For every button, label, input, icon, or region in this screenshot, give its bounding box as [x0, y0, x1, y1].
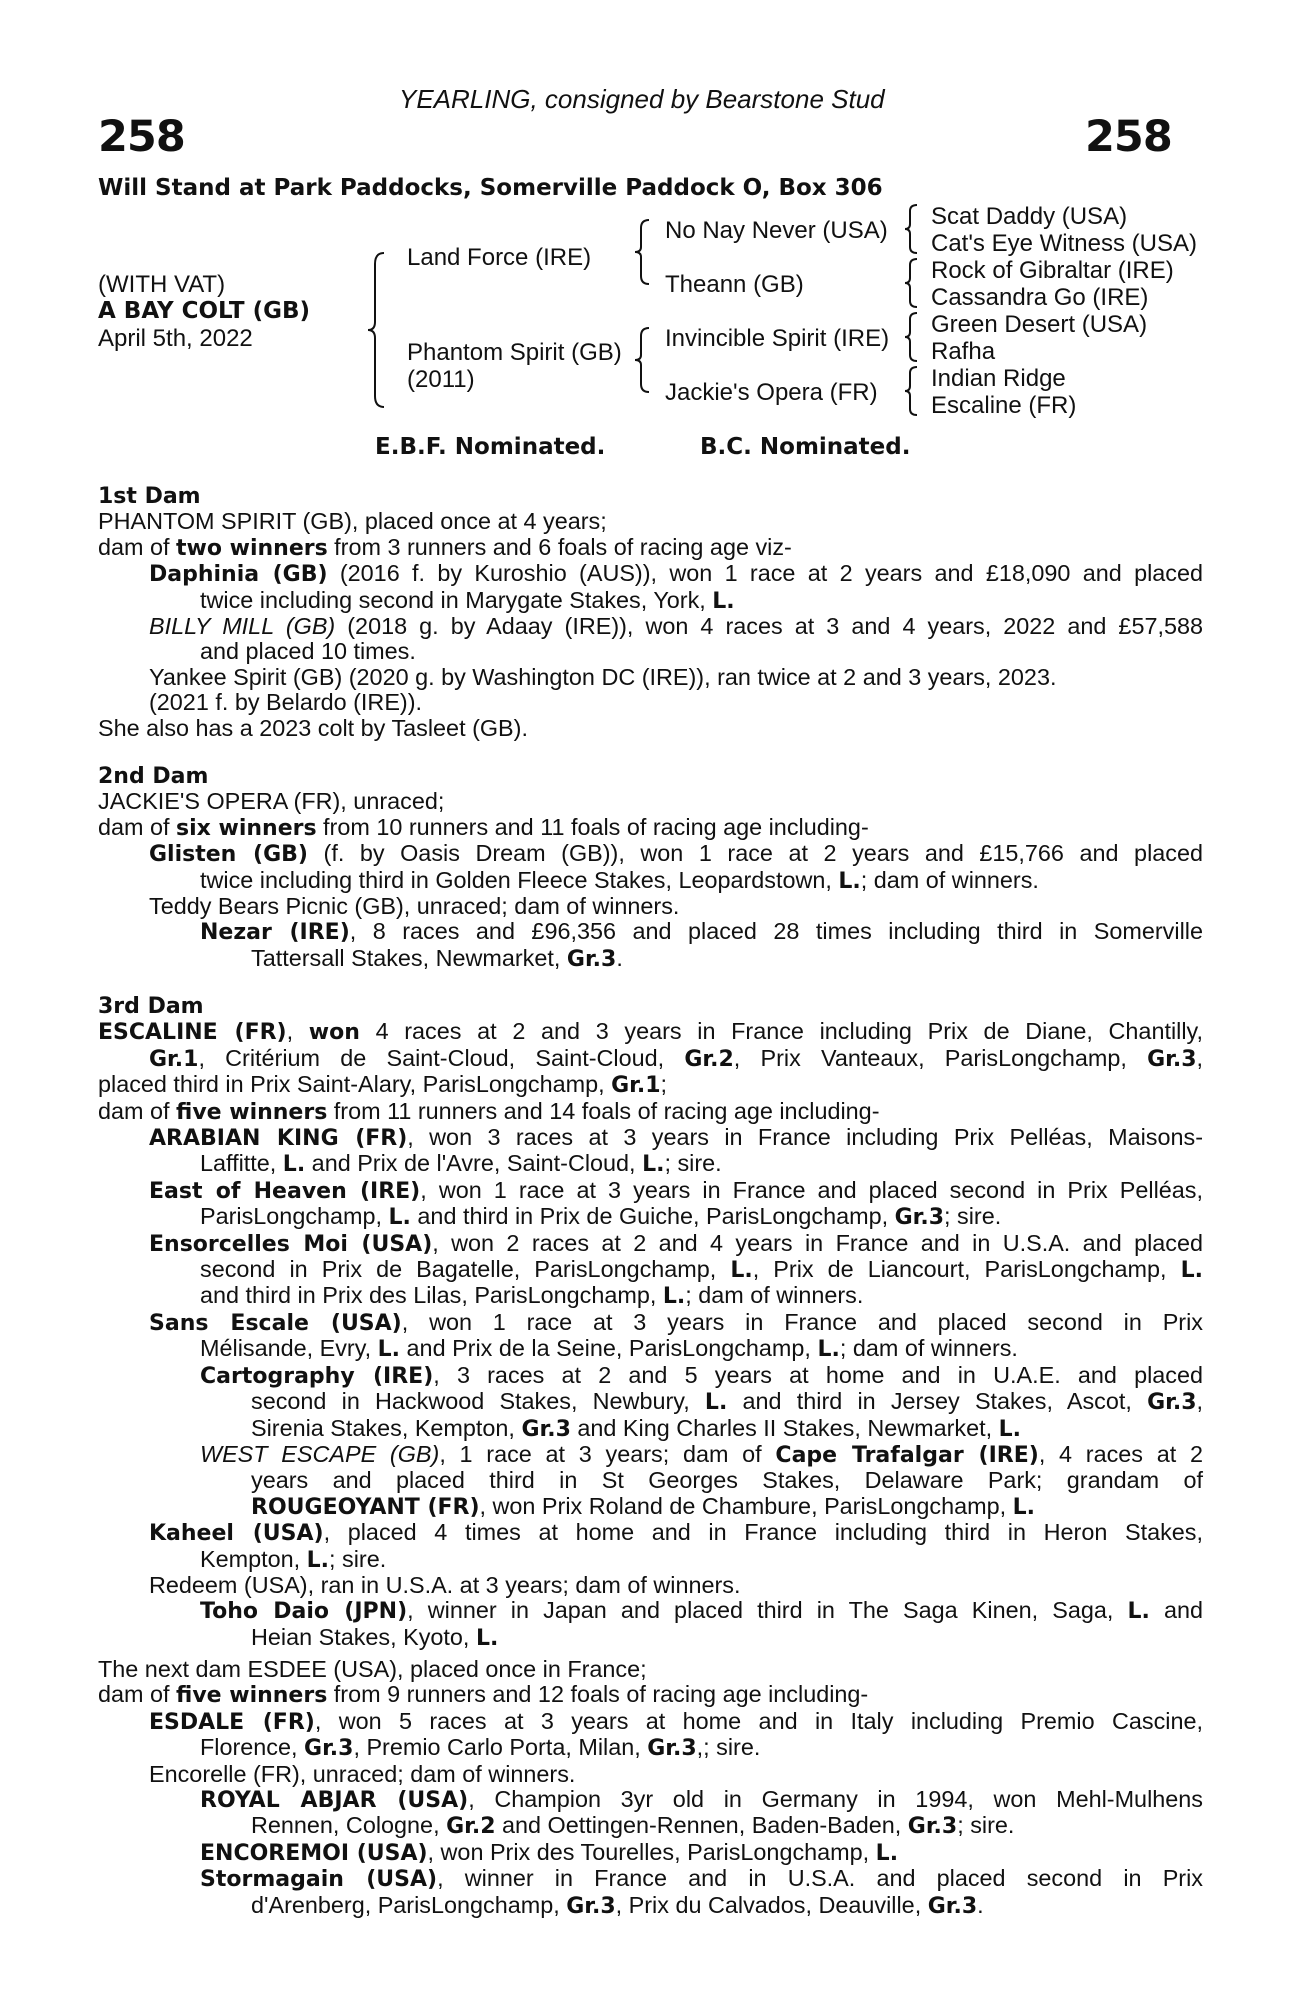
pedigree-dam-dam: Jackie's Opera (FR) — [665, 379, 878, 406]
third-dam-produce: dam of five winners from 11 runners and 14 foals of racing age including- — [98, 1097, 880, 1125]
produce-west-escape: WEST ESCAPE (GB), 1 race at 3 years; dam of Cape Trafalgar (IRE), 4 races at 2 — [200, 1440, 1203, 1468]
pedigree-brace-g4 — [903, 366, 921, 416]
pedigree-sire-sire: No Nay Never (USA) — [665, 217, 888, 244]
produce-ensorcelles-moi-cont2: and third in Prix des Lilas, ParisLongchamp, L.; dam of winners. — [200, 1282, 864, 1310]
third-dam-line3: placed third in Prix Saint-Alary, ParisLongchamp, Gr.1; — [98, 1071, 668, 1099]
first-dam-section — [98, 484, 1203, 741]
pedigree-brace-g1 — [903, 204, 921, 254]
second-dam-produce: dam of six winners from 10 runners and 11 foals of racing age including- — [98, 813, 869, 841]
ebf-nomination: E.B.F. Nominated. — [375, 434, 606, 460]
produce-arabian-king-cont: Laffitte, L. and Prix de l'Avre, Saint-Cloud, L.; sire. — [200, 1150, 722, 1178]
third-dam-line1: ESCALINE (FR), won 4 races at 2 and 3 years in France including Prix de Diane, Chantilly, — [98, 1018, 1204, 1046]
produce-cartography: Cartography (IRE), 3 races at 2 and 5 years at home and in U.A.E. and placed — [200, 1361, 1204, 1389]
pedigree-brace-main — [366, 252, 388, 408]
consignment-header: YEARLING, consigned by Bearstone Stud — [399, 84, 885, 114]
produce-ensorcelles-moi-cont1: second in Prix de Bagatelle, ParisLongchamp, L., Prix de Liancourt, ParisLongchamp, L. — [200, 1256, 1203, 1284]
produce-ensorcelles-moi: Ensorcelles Moi (USA), won 2 races at 2 and 4 years in France and in U.S.A. and placed — [149, 1229, 1204, 1257]
produce-yankee-spirit: Yankee Spirit (GB) (2020 g. by Washington DC (IRE)), ran twice at 2 and 3 years, 2023. — [149, 663, 1057, 690]
produce-glisten-cont: twice including third in Golden Fleece Stakes, Leopardstown, L.; dam of winners. — [200, 866, 1039, 894]
pedigree-g3-6: Rafha — [931, 338, 996, 365]
vat-note: (WITH VAT) — [98, 271, 226, 298]
bc-nomination: B.C. Nominated. — [700, 434, 911, 460]
stand-location: Will Stand at Park Paddocks, Somerville Paddock O, Box 306 — [98, 175, 883, 201]
produce-billy-mill-cont: and placed 10 times. — [200, 638, 416, 665]
pedigree-brace-sire — [633, 219, 653, 285]
produce-royal-abjar: ROYAL ABJAR (USA), Champion 3yr old in Germany in 1994, won Mehl-Mulhens — [200, 1786, 1203, 1814]
next-dam-section — [98, 1657, 1203, 1919]
produce-nezar: Nezar (IRE), 8 races and £96,356 and placed 28 times including third in Somerville — [200, 918, 1203, 946]
pedigree-g3-4: Cassandra Go (IRE) — [931, 284, 1149, 311]
produce-sans-escale: Sans Escale (USA), won 1 race at 3 years in France and placed second in Prix — [149, 1308, 1203, 1336]
pedigree-sire-dam: Theann (GB) — [665, 271, 804, 298]
lot-number-left: 258 — [98, 112, 185, 162]
produce-kaheel-cont: Kempton, L.; sire. — [200, 1545, 387, 1573]
produce-toho-daio: Toho Daio (JPN), winner in Japan and placed third in The Saga Kinen, Saga, L. and — [200, 1597, 1204, 1625]
lot-number-right: 258 — [1085, 112, 1172, 162]
pedigree-g3-1: Scat Daddy (USA) — [931, 203, 1128, 230]
produce-encoremoi: ENCOREMOI (USA), won Prix des Tourelles, ParisLongchamp, L. — [200, 1838, 899, 1866]
produce-daphinia: Daphinia (GB) (2016 f. by Kuroshio (AUS)), won 1 race at 2 years and £18,090 and placed — [149, 560, 1204, 588]
pedigree-dam: Phantom Spirit (GB) — [407, 339, 622, 366]
produce-esdale-cont: Florence, Gr.3, Premio Carlo Porta, Milan, Gr.3,; sire. — [200, 1734, 761, 1762]
pedigree-g3-5: Green Desert (USA) — [931, 311, 1148, 338]
second-dam-line: JACKIE'S OPERA (FR), unraced; — [98, 788, 445, 815]
produce-west-escape-cont1: years and placed third in St Georges Stakes, Delaware Park; grandam of — [251, 1467, 1203, 1494]
produce-stormagain: Stormagain (USA), winner in France and in U.S.A. and placed second in Prix — [200, 1865, 1203, 1893]
produce-cartography-cont2: Sirenia Stakes, Kempton, Gr.3 and King Charles II Stakes, Newmarket, L. — [251, 1414, 1021, 1442]
produce-stormagain-cont: d'Arenberg, ParisLongchamp, Gr.3, Prix du Calvados, Deauville, Gr.3. — [251, 1891, 984, 1919]
produce-toho-daio-cont: Heian Stakes, Kyoto, L. — [251, 1623, 499, 1651]
second-dam-section — [98, 764, 1203, 972]
produce-royal-abjar-cont: Rennen, Cologne, Gr.2 and Oettingen-Rennen, Baden-Baden, Gr.3; sire. — [251, 1812, 1015, 1840]
pedigree-dam-sire: Invincible Spirit (IRE) — [665, 325, 890, 352]
third-dam-section — [98, 994, 1203, 1651]
pedigree-g3-3: Rock of Gibraltar (IRE) — [931, 257, 1174, 284]
first-dam-produce: dam of two winners from 3 runners and 6 foals of racing age viz- — [98, 533, 792, 561]
pedigree-brace-g2 — [903, 258, 921, 308]
pedigree-g3-7: Indian Ridge — [931, 365, 1066, 392]
produce-kaheel: Kaheel (USA), placed 4 times at home and in France including third in Heron Stakes, — [149, 1519, 1203, 1547]
pedigree-brace-g3 — [903, 312, 921, 362]
produce-esdale: ESDALE (FR), won 5 races at 3 years at home and in Italy including Premio Cascine, — [149, 1707, 1203, 1735]
first-dam-heading: 1st Dam — [98, 484, 201, 509]
pedigree-g3-8: Escaline (FR) — [931, 392, 1077, 419]
produce-glisten: Glisten (GB) (f. by Oasis Dream (GB)), won 1 race at 2 years and £15,766 and placed — [149, 840, 1203, 868]
produce-teddy-bears-picnic: Teddy Bears Picnic (GB), unraced; dam of winners. — [149, 893, 680, 920]
produce-daphinia-cont: twice including second in Marygate Stakes, York, L. — [200, 586, 735, 614]
produce-arabian-king: ARABIAN KING (FR), won 3 races at 3 years in France including Prix Pelléas, Maisons- — [149, 1124, 1203, 1152]
produce-redeem: Redeem (USA), ran in U.S.A. at 3 years; dam of winners. — [149, 1571, 741, 1598]
produce-nezar-cont: Tattersall Stakes, Newmarket, Gr.3. — [251, 944, 623, 972]
pedigree-brace-dam — [633, 327, 653, 393]
next-dam-line: The next dam ESDEE (USA), placed once in France; — [98, 1656, 647, 1682]
pedigree-g3-2: Cat's Eye Witness (USA) — [931, 230, 1197, 257]
next-dam-produce: dam of five winners from 9 runners and 12 foals of racing age including- — [98, 1681, 869, 1709]
produce-east-of-heaven-cont: ParisLongchamp, L. and third in Prix de Guiche, ParisLongchamp, Gr.3; sire. — [200, 1203, 1002, 1231]
produce-encorelle: Encorelle (FR), unraced; dam of winners. — [149, 1760, 576, 1787]
first-dam-line: PHANTOM SPIRIT (GB), placed once at 4 years; — [98, 508, 607, 535]
produce-2021-filly: (2021 f. by Belardo (IRE)). — [149, 689, 423, 716]
pedigree-sire: Land Force (IRE) — [407, 244, 592, 271]
produce-east-of-heaven: East of Heaven (IRE), won 1 race at 3 years in France and placed second in Prix Pelléas, — [149, 1176, 1204, 1204]
produce-sans-escale-cont: Mélisande, Evry, L. and Prix de la Seine, ParisLongchamp, L.; dam of winners. — [200, 1335, 1018, 1363]
produce-billy-mill: BILLY MILL (GB) (2018 g. by Adaay (IRE)), won 4 races at 3 and 4 years, 2022 and £57,588 — [149, 613, 1203, 640]
produce-2023-colt: She also has a 2023 colt by Tasleet (GB). — [98, 714, 528, 741]
third-dam-line2: Gr.1, Critérium de Saint-Cloud, Saint-Cloud, Gr.2, Prix Vanteaux, ParisLongchamp, Gr.3, — [149, 1044, 1203, 1072]
foaling-date: April 5th, 2022 — [98, 325, 253, 352]
third-dam-heading: 3rd Dam — [98, 994, 204, 1019]
horse-name: A BAY COLT (GB) — [98, 298, 311, 324]
second-dam-heading: 2nd Dam — [98, 764, 209, 789]
pedigree-dam-year: (2011) — [407, 366, 475, 393]
produce-west-escape-cont2: ROUGEOYANT (FR), won Prix Roland de Chambure, ParisLongchamp, L. — [251, 1492, 1035, 1520]
produce-cartography-cont1: second in Hackwood Stakes, Newbury, L. and third in Jersey Stakes, Ascot, Gr.3, — [251, 1388, 1203, 1416]
